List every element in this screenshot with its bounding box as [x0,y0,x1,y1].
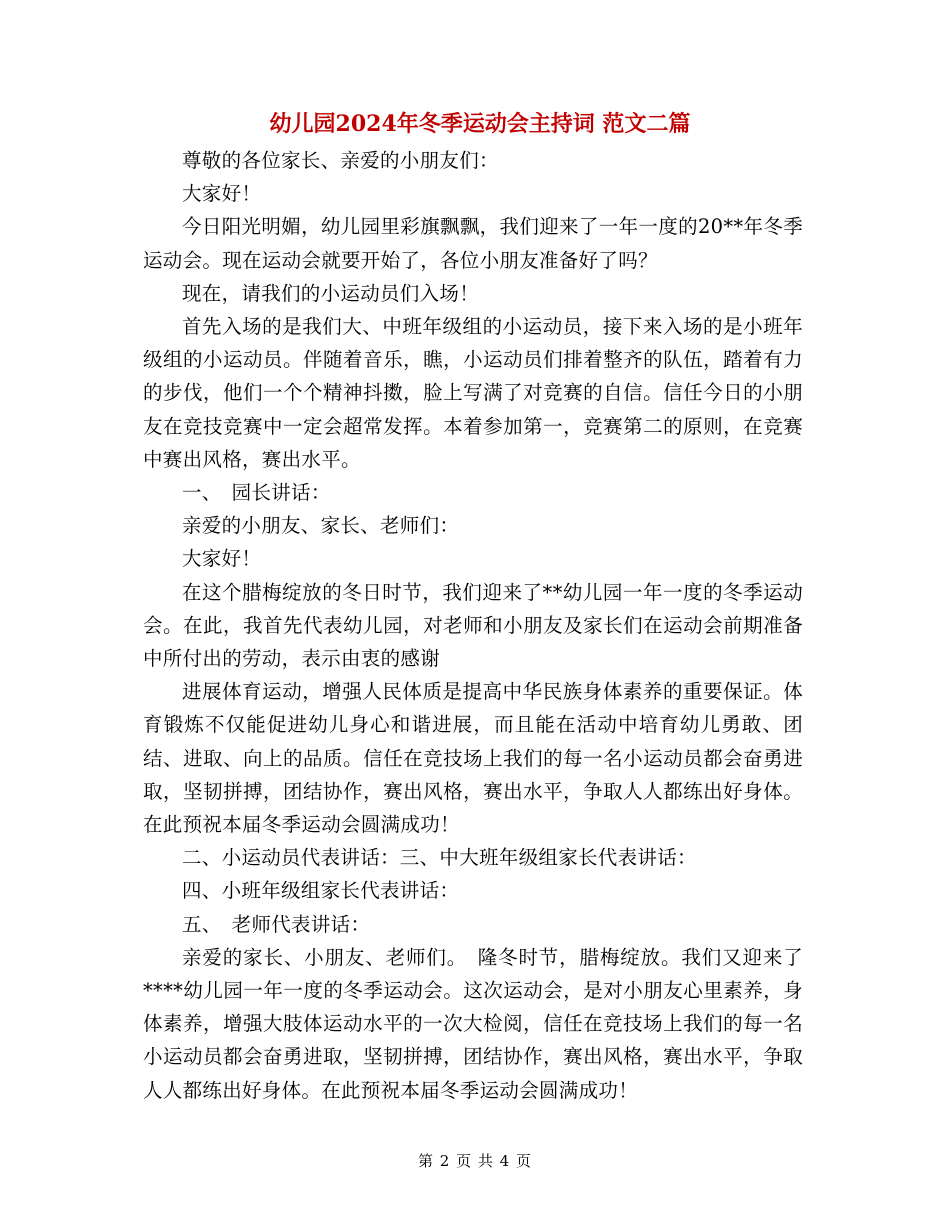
paragraph-opening: 今日阳光明媚，幼儿园里彩旗飘飘，我们迎来了一年一度的20**年冬季运动会。现在运动会就要开始了，各位小朋友准备好了吗？ [143,215,803,272]
paragraph-hello: 大家好！ [182,182,262,206]
paragraph-greeting: 尊敬的各位家长、亲爱的小朋友们： [182,149,499,172]
document-title: 幼儿园2024年冬季运动会主持词 范文二篇 [269,111,691,137]
paragraph-principal-hello: 大家好！ [182,547,262,571]
section-heading-small-class-parent: 四、小班年级组家长代表讲话： [182,879,460,903]
section-heading-principal: 一、 园长讲话： [182,481,331,505]
paragraph-principal-greeting: 亲爱的小朋友、家长、老师们： [182,514,460,538]
paragraph-principal-thanks: 在这个腊梅绽放的冬日时节，我们迎来了**幼儿园一年一度的冬季运动会。在此，我首先代表幼儿园，对老师和小朋友及家长们在运动会前期准备中所付出的劳动，表示由衷的感谢 [143,580,803,671]
page-number-footer: 第 2 页 共 4 页 [418,1152,532,1170]
paragraph-entrance: 首先入场的是我们大、中班年级组的小运动员，接下来入场的是小班年级组的小运动员。伴随着音乐，瞧，小运动员们排着整齐的队伍，踏着有力的步伐，他们一个个精神抖擞，脸上写满了对竞赛的自信。信任今日的小朋友在竞技竞赛中一定会超常发挥。本着参加第一，竞赛第二的原则，在竞赛中赛出风格，赛出水平。 [143,315,803,471]
paragraph-principal-speech: 进展体育运动，增强人民体质是提高中华民族身体素养的重要保证。体育锻炼不仅能促进幼儿身心和谐进展，而且能在活动中培育幼儿勇敢、团结、进取、向上的品质。信任在竞技场上我们的每一名小运动员都会奋勇进取，坚韧拼搏，团结协作，赛出风格，赛出水平，争取人人都练出好身体。在此预祝本届冬季运动会圆满成功！ [143,680,803,837]
paragraph-teacher-speech: 亲爱的家长、小朋友、老师们。 隆冬时节，腊梅绽放。我们又迎来了****幼儿园一年一度的冬季运动会。这次运动会，是对小朋友心里素养，身体素养，增强大肢体运动水平的一次大检阅，信任在竞技场上我们的每一名小运动员都会奋勇进取，坚韧拼搏，团结协作，赛出风格，赛出水平，争取人人都练出好身体。在此预祝本届冬季运动会圆满成功！ [143,945,803,1102]
document-page [143,104,803,1107]
paragraph-entrance-call: 现在，请我们的小运动员们入场！ [182,281,480,305]
section-heading-athlete-parent: 二、小运动员代表讲话：三、中大班年级组家长代表讲话： [182,846,697,870]
section-heading-teacher: 五、 老师代表讲话： [182,912,371,936]
